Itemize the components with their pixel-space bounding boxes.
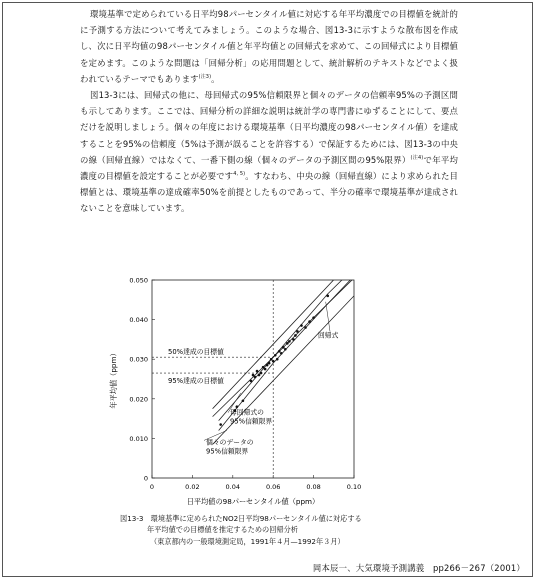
data-point	[264, 368, 267, 371]
x-tick-label: 0.08	[306, 483, 321, 491]
data-point	[274, 354, 277, 357]
data-point	[312, 316, 315, 319]
x-axis-label: 日平均値の98パーセンタイル値（ppm）	[186, 497, 320, 506]
data-point	[280, 352, 283, 355]
y-tick-label: 0.010	[129, 434, 148, 443]
data-point	[256, 370, 259, 373]
source-citation: 岡本辰一、大気環境予測講義 pp266－267（2001）	[312, 563, 525, 573]
data-point	[300, 324, 303, 327]
data-point	[272, 360, 275, 363]
y-tick-label: 0.030	[129, 355, 148, 364]
leader-regression	[326, 302, 330, 332]
annotation-pred-ci-1: 個々のデータの	[206, 438, 254, 447]
annotation-pop-ci-2: 95%信頼限界	[230, 417, 273, 426]
data-point	[326, 295, 329, 298]
data-point	[262, 366, 265, 369]
data-point	[242, 399, 245, 402]
y-tick-label: 0.020	[129, 395, 148, 404]
x-tick-label: 0.06	[265, 483, 281, 491]
data-point	[296, 330, 299, 333]
data-point	[276, 358, 279, 361]
y-axis-label: 年平均値（ppm）	[109, 349, 118, 409]
data-point	[288, 340, 291, 343]
figure-caption-line3: （東京都内の一般環境測定局，1991年４月—1992年３月）	[150, 537, 345, 546]
data-point	[292, 338, 295, 341]
annotation-target-50: 50%達成の目標値	[168, 348, 224, 357]
x-tick-label: 0.04	[225, 483, 241, 491]
data-point	[266, 364, 269, 367]
data-point	[308, 320, 311, 323]
data-point	[219, 423, 222, 426]
annotation-pred-ci-2: 95%信頼限界	[206, 447, 249, 456]
figure-caption-line2: 年平均値での目標値を推定するための回帰分析	[147, 525, 298, 534]
data-point	[268, 362, 271, 365]
chart-svg	[104, 268, 374, 508]
regression-chart	[104, 268, 374, 508]
body-text	[80, 6, 458, 217]
y-tick-label: 0	[143, 474, 148, 483]
data-point	[294, 334, 297, 337]
data-point	[254, 376, 257, 379]
y-tick-label: 0.040	[129, 316, 148, 325]
x-tick-label: 0.10	[346, 483, 362, 491]
x-tick-label: 0	[149, 483, 155, 491]
y-tick-label: 0.050	[129, 276, 148, 285]
data-point	[260, 372, 263, 375]
annotation-pop-ci-1: 母回帰式の	[230, 408, 264, 417]
data-point	[278, 350, 281, 353]
data-point	[284, 348, 287, 351]
data-point	[270, 358, 273, 361]
paragraph-1: 環境基準で定められている日平均98パーセンタイル値に対応する年平均濃度での目標値を統計的に予測する方法について考えてみましょう。このような場合、図13-3に示すような散布図を作成し、次に日平均値の98パーセンタイル値と年平均値との回帰式を求めて、この回帰式により目標値を定めます。このような問題は「回帰分析」の応用問題として、統計解析のテキストなどでよく扱われているテーマでもあります$^{(注3)}$。	[80, 9, 458, 84]
data-point	[258, 374, 261, 377]
data-point	[282, 346, 285, 349]
data-point	[304, 326, 307, 329]
data-point	[252, 374, 255, 377]
data-point	[236, 405, 239, 408]
data-point	[250, 380, 253, 383]
x-tick-label: 0.02	[185, 483, 200, 491]
figure-caption-line1: 図13-3 環境基準に定められたNO2日平均98パーセンタイル値に対応する	[120, 514, 362, 523]
annotation-regression: 回帰式	[318, 331, 339, 340]
population-ci-lower	[219, 276, 354, 430]
data-point	[286, 342, 289, 345]
annotation-target-95: 95%達成の目標値	[168, 377, 224, 386]
paragraph-2: 図13-3には、回帰式の他に、母回帰式の95%信頼限界と個々のデータの信頼率95%の予測区間も示してあります。ここでは、回帰分析の詳細な説明は統計学の専門書にゆずることにして、要点だけを説明しましょう。個々の年度における環境基準（日平均濃度の98パーセンタイル値）を達成することを95%の信頼度（5%は予測が誤ることを許容する）で保証するためには、図13-3の中央の線（回帰直線）ではなくて、一番下側の線（個々のデータの予測区間の95%限界）$^{(注4)}$で年平均濃度の目標値を設定することが必要です$^{4, 5)}$。すなわち、中央の線（回帰直線）により求められた目標値とは、環境基準の達成確率50%を前提としたものであって、半分の確率で環境基準が達成されないことを意味しています。	[80, 90, 458, 214]
